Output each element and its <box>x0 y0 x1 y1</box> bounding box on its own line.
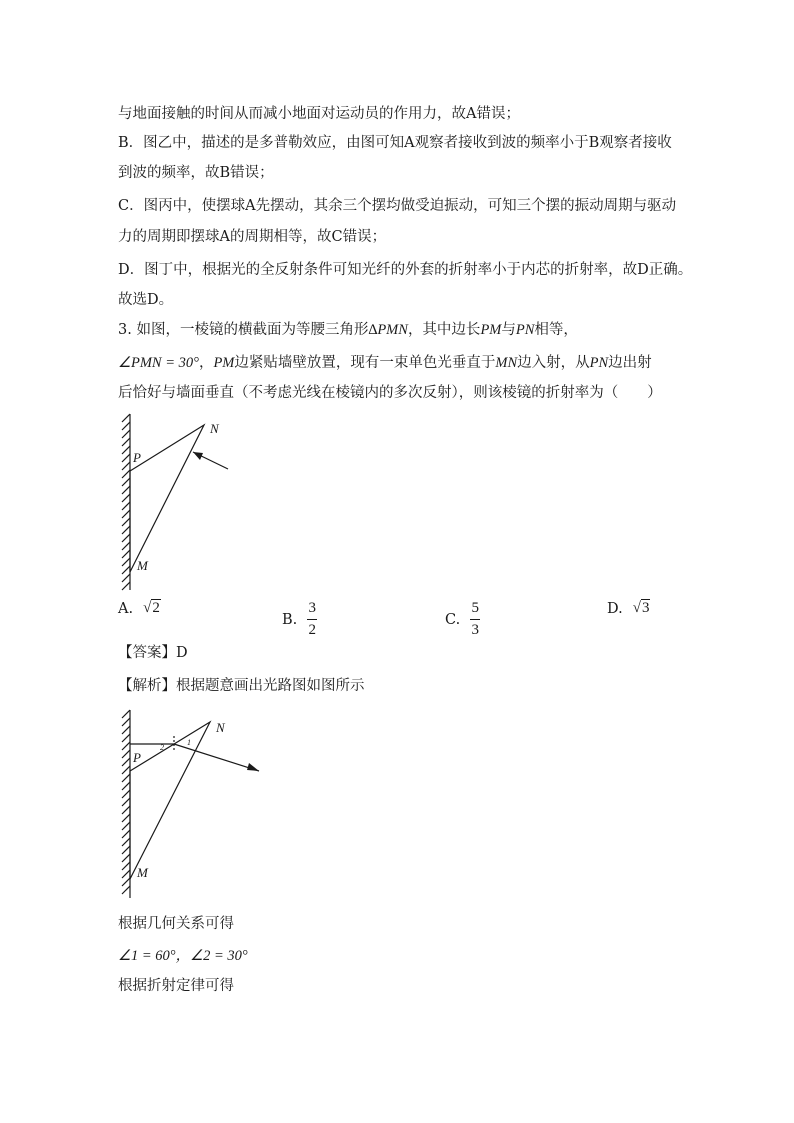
q3-text: 相等， <box>534 322 578 338</box>
q3-text: ，其中边长 <box>407 322 481 338</box>
triangle-symbol: ∆PMN <box>368 322 408 338</box>
vertex-n-label: N <box>216 720 225 735</box>
text-line: 与地面接触的时间从而减小地面对运动员的作用力，故A错误； <box>118 106 520 122</box>
vertex-m-label: M <box>137 558 148 573</box>
vertex-n-label: N <box>210 421 219 436</box>
analysis-line: 【解析】根据题意画出光路图如图所示 <box>118 678 365 694</box>
option-c-label: C. <box>445 611 461 628</box>
text-line: B．图乙中，描述的是多普勒效应，由图可知A观察者接收到波的频率小于B观察者接收 <box>118 135 672 151</box>
text-line: 故选D。 <box>118 292 174 308</box>
q3-text: 与 <box>501 322 516 338</box>
text-line: C．图丙中，使摆球A先摆动，其余三个摆均做受迫振动，可知三个摆的振动周期与驱动 <box>118 198 677 214</box>
option-b-label: B. <box>282 611 298 628</box>
option-a-value: √2 <box>143 600 160 616</box>
vertex-p-label: P <box>133 750 141 765</box>
q3-text: 3. 如图，一棱镜的横截面为等腰三角形 <box>118 322 369 338</box>
angle-pmn: ∠PMN = 30° <box>118 355 199 371</box>
q3-text: 边紧贴墙壁放置，现有一束单色光垂直于 <box>234 355 496 371</box>
segment-pm: PM <box>213 355 235 371</box>
option-a-label: A. <box>118 600 134 617</box>
option-d-value: √3 <box>632 600 650 616</box>
option-d-label: D. <box>607 600 623 617</box>
wall-hatching <box>122 710 130 894</box>
q3-text: 边入射，从 <box>517 355 590 371</box>
option-c-value: $\frac{5}{3}$ <box>471 600 479 638</box>
angle-1-label: 1 <box>187 738 191 747</box>
vertex-m-label: M <box>137 865 148 880</box>
prism-triangle <box>130 722 210 879</box>
segment-pn: PN <box>515 322 535 338</box>
segment-pn: PN <box>589 355 609 371</box>
text-line: 力的周期即摆球A的周期相等，故C错误； <box>118 229 387 245</box>
text-line: D．图丁中，根据光的全反射条件可知光纤的外套的折射率小于内芯的折射率，故D正确。 <box>118 262 693 278</box>
text-line: 根据几何关系可得 <box>118 916 234 932</box>
text-line: 到波的频率，故B错误； <box>118 165 274 181</box>
text-line: 根据折射定律可得 <box>118 978 234 994</box>
segment-mn: MN <box>495 355 518 371</box>
q3-text: ， <box>198 355 214 371</box>
vertex-p-label: P <box>133 450 141 465</box>
text-line: 后恰好与墙面垂直（不考虑光线在棱镜内的多次反射），则该棱镜的折射率为（ ） <box>118 385 662 401</box>
segment-pm: PM <box>480 322 502 338</box>
arrow-head-icon <box>247 763 259 771</box>
angle-result: ∠1 = 60°，∠2 = 30° <box>118 948 248 964</box>
option-b-value: $\frac{3}{2}$ <box>308 600 317 638</box>
q3-text: 边出射 <box>608 355 652 371</box>
answer-line: 【答案】D <box>118 645 188 661</box>
angle-2-label: 2 <box>160 743 164 752</box>
